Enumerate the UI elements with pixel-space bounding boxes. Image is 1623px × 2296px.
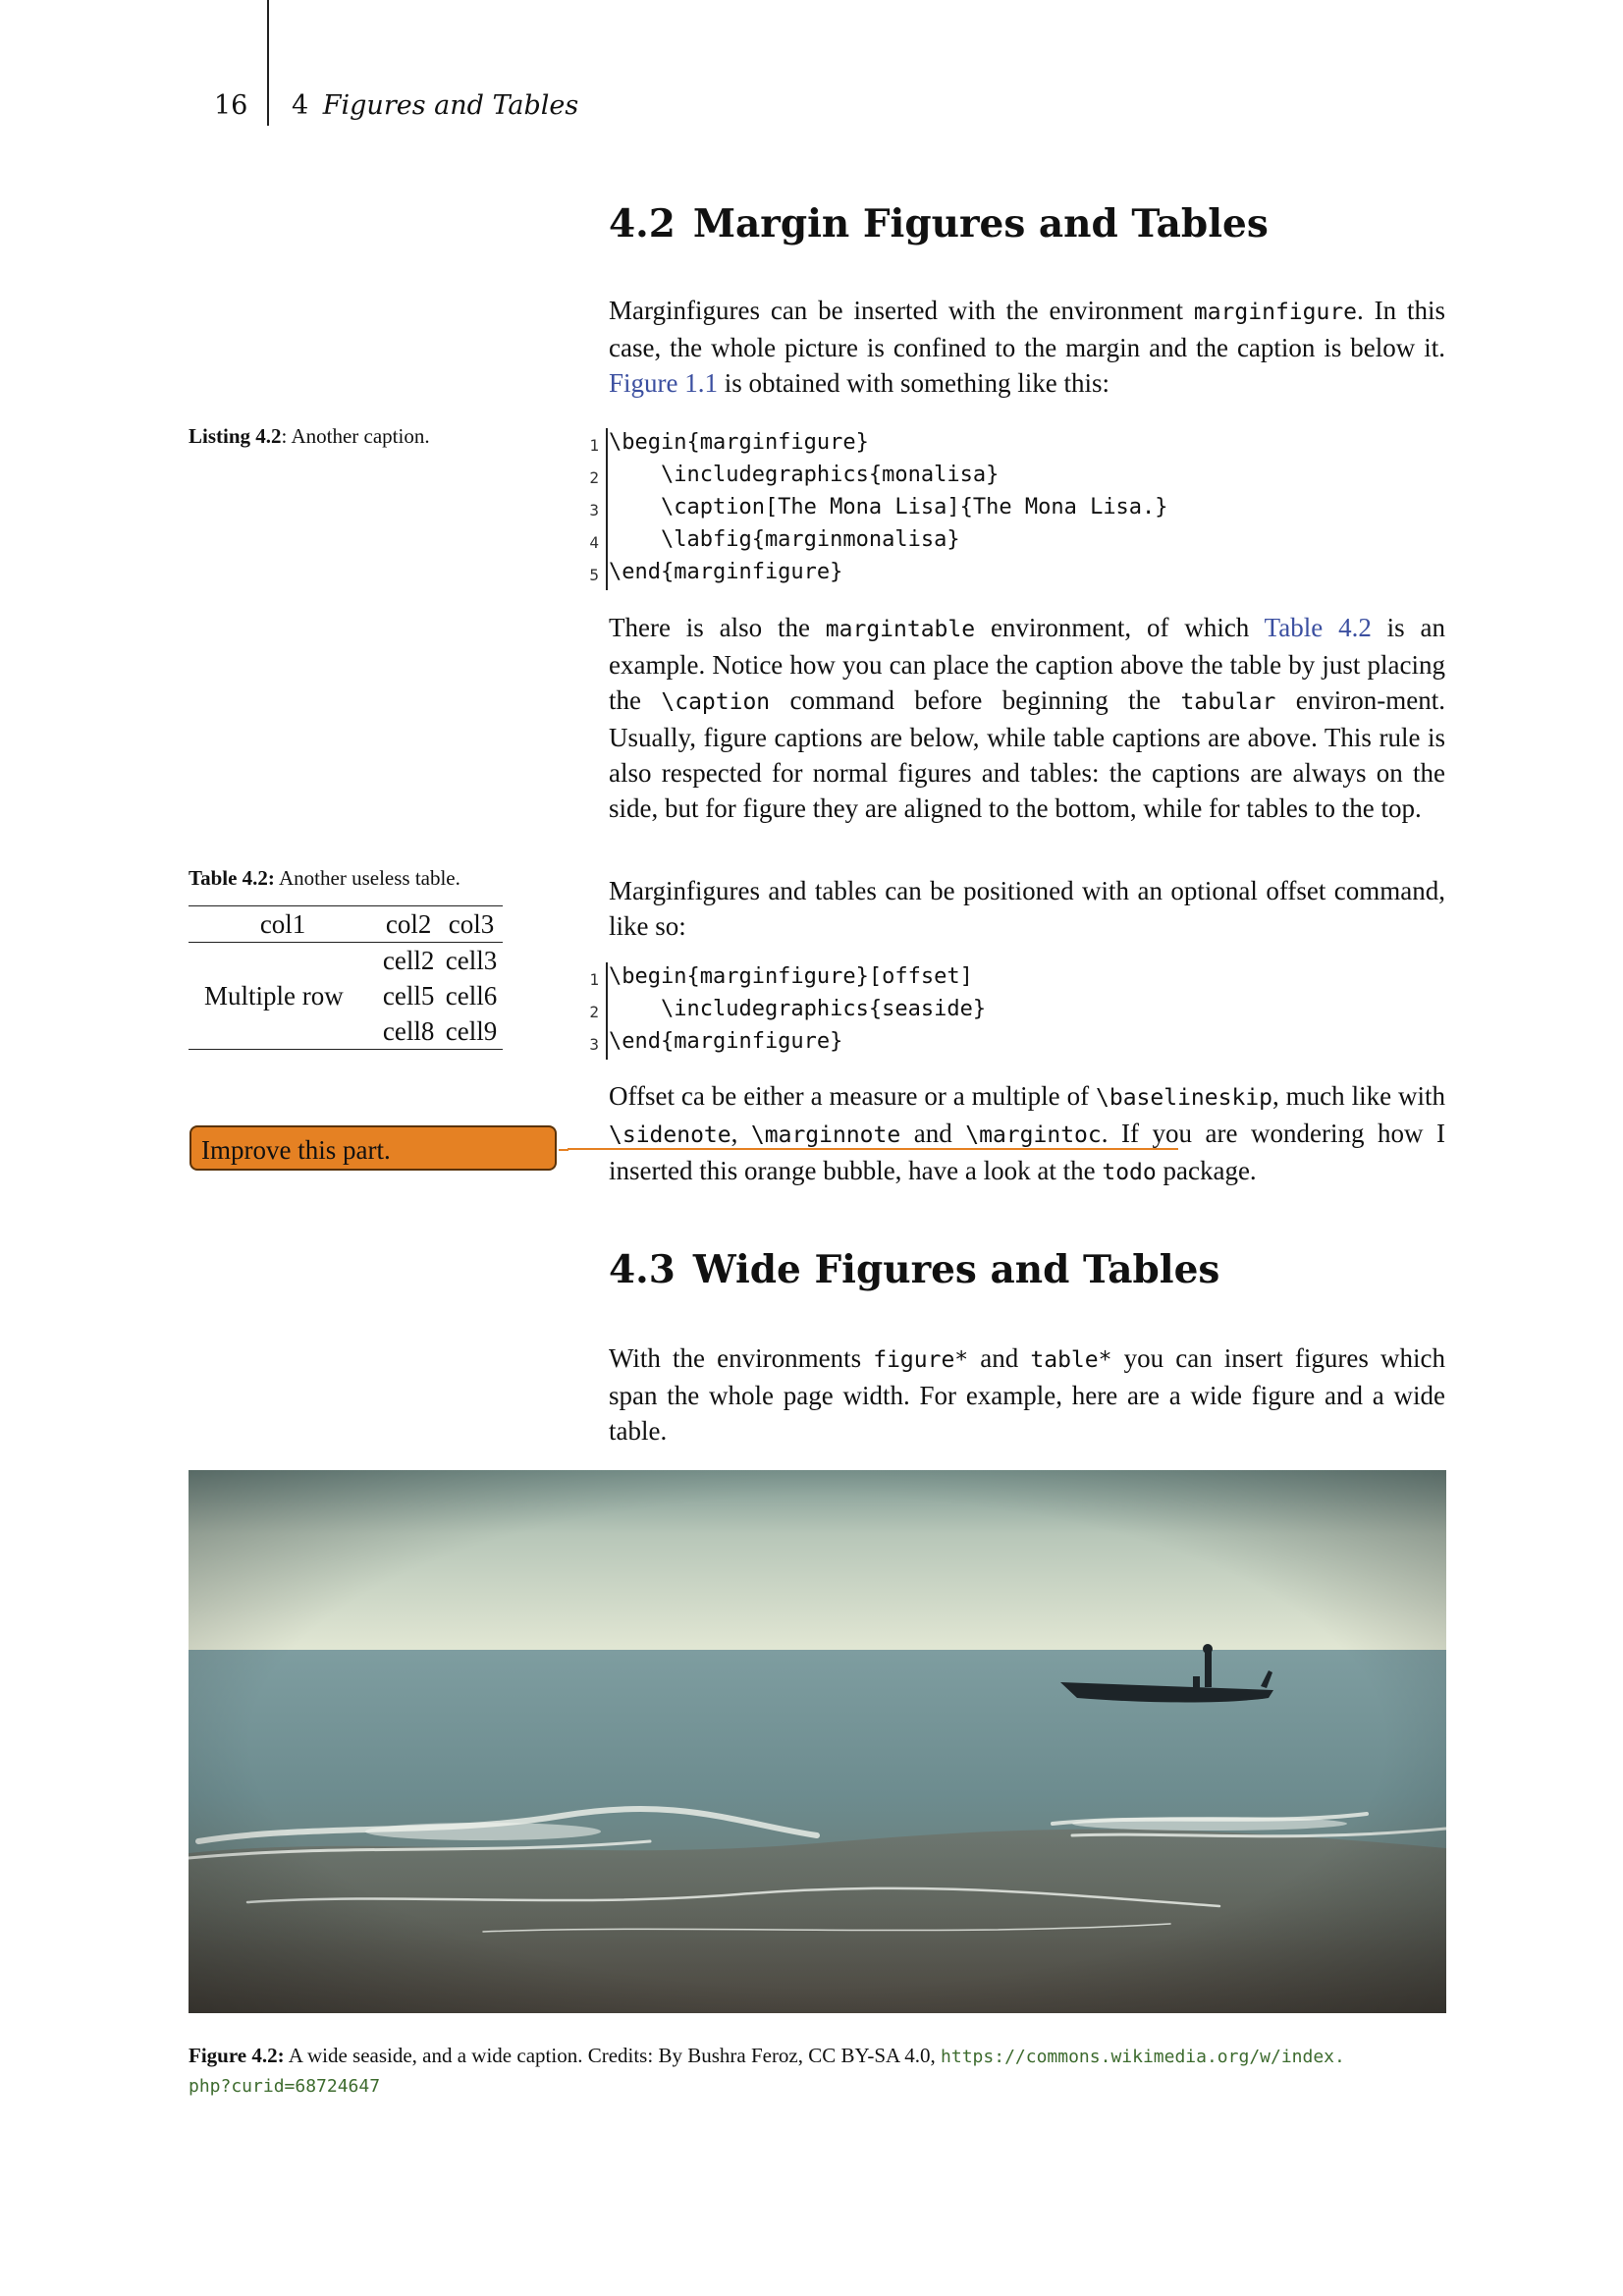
- table-cell: cell3: [445, 946, 498, 975]
- table-reference-link[interactable]: Table 4.2: [1264, 613, 1372, 642]
- paragraph-marginfigures: Marginfigures can be inserted with the environment marginfigure. In this case, the whole picture is confined to the margin and the caption is below it. Figure 1.1 is obtained with something like this:: [609, 296, 1445, 398]
- code-line: \begin{marginfigure}: [609, 430, 869, 455]
- todo-underline: [568, 1148, 1178, 1150]
- line-number: 3: [589, 501, 599, 519]
- header-rule: [267, 0, 269, 126]
- line-number: 1: [589, 436, 599, 455]
- chapter-number: 4: [292, 90, 309, 121]
- margin-table: [189, 905, 503, 1050]
- paragraph-margintable: There is also the margintable environment, of which Table 4.2 is an example. Notice how you can place the caption above the table by just placing the \caption command before beginning the tabular environ-ment. Usually, figure captions are below, while table captions are above. This rule is also respected for normal figures and tables: the captions are always on the side, but for figure they are aligned to the bottom, while for tables to the top.: [609, 613, 1445, 823]
- header-cell: col1: [259, 909, 306, 939]
- table-cell: cell8: [382, 1016, 435, 1046]
- figure-caption: Figure 4.2: A wide seaside, and a wide caption. Credits: By Bushra Feroz, CC BY-SA 4.0, https://commons.wikimedia.org/w/index. php?curid=68724647: [189, 2044, 1345, 2097]
- table-cell: cell9: [445, 1016, 498, 1046]
- line-number: 1: [589, 970, 599, 989]
- section-heading-4-3: [609, 1247, 1219, 1292]
- table-cell: cell6: [445, 981, 498, 1011]
- paragraph-offset-measure: Offset ca be either a measure or a multiple of \baselineskip, much like with \sidenote, \marginnote and \margintoc. If you are wondering how I inserted this orange bubble, have a look at the todo package.: [609, 1081, 1446, 1185]
- section-title: Wide Figures and Tables: [692, 1247, 1220, 1292]
- paragraph-wide: With the environments figure* and table* you can insert figures which span the whole page width. For example, here are a wide figure and a wide table.: [609, 1343, 1445, 1446]
- code-line: \includegraphics{seaside}: [609, 997, 987, 1021]
- line-number: 5: [589, 566, 599, 584]
- multirow-cell: Multiple row: [204, 981, 344, 1011]
- section-number: 4.2: [609, 201, 676, 246]
- page-number: 16: [214, 90, 248, 121]
- line-number: 3: [589, 1035, 599, 1054]
- header-cell: col3: [448, 909, 495, 939]
- section-number: 4.3: [609, 1247, 676, 1292]
- section-heading-4-2: [609, 201, 1269, 246]
- table-cell: cell2: [382, 946, 435, 975]
- credit-url-link[interactable]: https://commons.wikimedia.org/w/index. php?curid=68724647: [189, 2047, 1345, 2097]
- running-header: [292, 90, 578, 121]
- code-line: \includegraphics{monalisa}: [609, 463, 1000, 487]
- code-line: \caption[The Mona Lisa]{The Mona Lisa.}: [609, 495, 1168, 519]
- listing-caption: Listing 4.2: Another caption.: [189, 424, 430, 448]
- code-line: \end{marginfigure}: [609, 1029, 843, 1054]
- seaside-figure: [189, 1470, 1446, 2013]
- code-line: \begin{marginfigure}[offset]: [609, 964, 973, 989]
- code-line: \end{marginfigure}: [609, 560, 843, 584]
- table-header-row: [189, 906, 503, 943]
- header-cell: col2: [385, 909, 432, 939]
- section-title: Margin Figures and Tables: [692, 201, 1269, 246]
- paragraph-offset: Marginfigures and tables can be positioned with an optional offset command, like so:: [609, 876, 1445, 941]
- seaside-image: [189, 1470, 1446, 2013]
- table-row: [189, 943, 503, 979]
- line-number: 2: [589, 1003, 599, 1021]
- figure-reference-link[interactable]: Figure 1.1: [609, 368, 718, 398]
- line-number: 4: [589, 533, 599, 552]
- code-line: \labfig{marginmonalisa}: [609, 527, 960, 552]
- table-cell: cell5: [382, 981, 435, 1011]
- table-caption: Table 4.2: Another useless table.: [189, 866, 460, 890]
- todo-note: Improve this part.: [189, 1125, 557, 1171]
- line-number: 2: [589, 468, 599, 487]
- chapter-title: Figures and Tables: [322, 90, 579, 121]
- listing-rule: [606, 962, 608, 1060]
- listing-rule: [606, 428, 608, 590]
